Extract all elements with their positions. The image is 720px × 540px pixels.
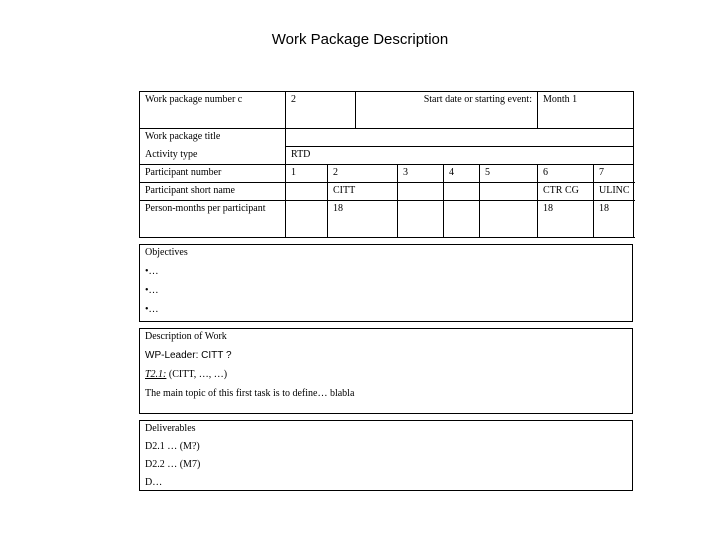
participant-short-name-label: Participant short name <box>140 183 286 201</box>
wp-title-label: Work package title <box>140 129 286 147</box>
deliverables-box <box>139 420 633 491</box>
wp-title-value <box>286 129 634 147</box>
person-months-cell: 18 <box>594 201 634 238</box>
participant-short-name-cell <box>480 183 538 201</box>
task-id: T2.1: <box>145 369 167 380</box>
participant-short-name-cell: CITT <box>328 183 398 201</box>
objective-bullet: •… <box>145 304 159 315</box>
deliverable-item: D… <box>145 477 163 488</box>
participant-short-name-cell <box>444 183 480 201</box>
start-date-value: Month 1 <box>538 92 634 129</box>
participant-short-name-cell <box>398 183 444 201</box>
deliverable-item: D2.2 … (M7) <box>145 459 201 470</box>
start-date-label: Start date or starting event: <box>356 92 538 129</box>
page-title: Work Package Description <box>271 31 449 48</box>
person-months-label: Person-months per participant <box>140 201 286 238</box>
participant-number-cell: 1 <box>286 165 328 183</box>
participant-number-cell: 2 <box>328 165 398 183</box>
task-partners: (CITT, …, …) <box>168 369 228 380</box>
description-heading: Description of Work <box>145 331 227 342</box>
participant-number-cell: 6 <box>538 165 594 183</box>
description-text: The main topic of this first task is to define… blabla <box>145 388 355 399</box>
deliverables-heading: Deliverables <box>145 423 196 434</box>
description-box <box>139 328 633 414</box>
work-package-table <box>139 91 634 238</box>
wp-number-value: 2 <box>286 92 356 129</box>
task-line <box>145 369 627 381</box>
person-months-cell <box>286 201 328 238</box>
participant-number-cell: 7 <box>594 165 634 183</box>
participant-number-label: Participant number <box>140 165 286 183</box>
person-months-cell <box>398 201 444 238</box>
activity-type-label: Activity type <box>140 147 286 165</box>
participant-number-cell: 4 <box>444 165 480 183</box>
activity-type-value: RTD <box>286 147 634 165</box>
person-months-cell <box>480 201 538 238</box>
objective-bullet: •… <box>145 266 159 277</box>
person-months-cell <box>444 201 480 238</box>
participant-short-name-cell: ULINC <box>594 183 634 201</box>
participant-number-cell: 3 <box>398 165 444 183</box>
participant-number-cell: 5 <box>480 165 538 183</box>
person-months-cell: 18 <box>538 201 594 238</box>
deliverable-item: D2.1 … (M?) <box>145 441 200 452</box>
wp-leader: WP-Leader: CITT ? <box>145 350 232 361</box>
objective-bullet: •… <box>145 285 159 296</box>
objectives-box <box>139 244 633 322</box>
person-months-cell: 18 <box>328 201 398 238</box>
wp-number-label: Work package number c <box>140 92 286 129</box>
objectives-heading: Objectives <box>145 247 188 258</box>
participant-short-name-cell <box>286 183 328 201</box>
participant-short-name-cell: CTR CG <box>538 183 594 201</box>
